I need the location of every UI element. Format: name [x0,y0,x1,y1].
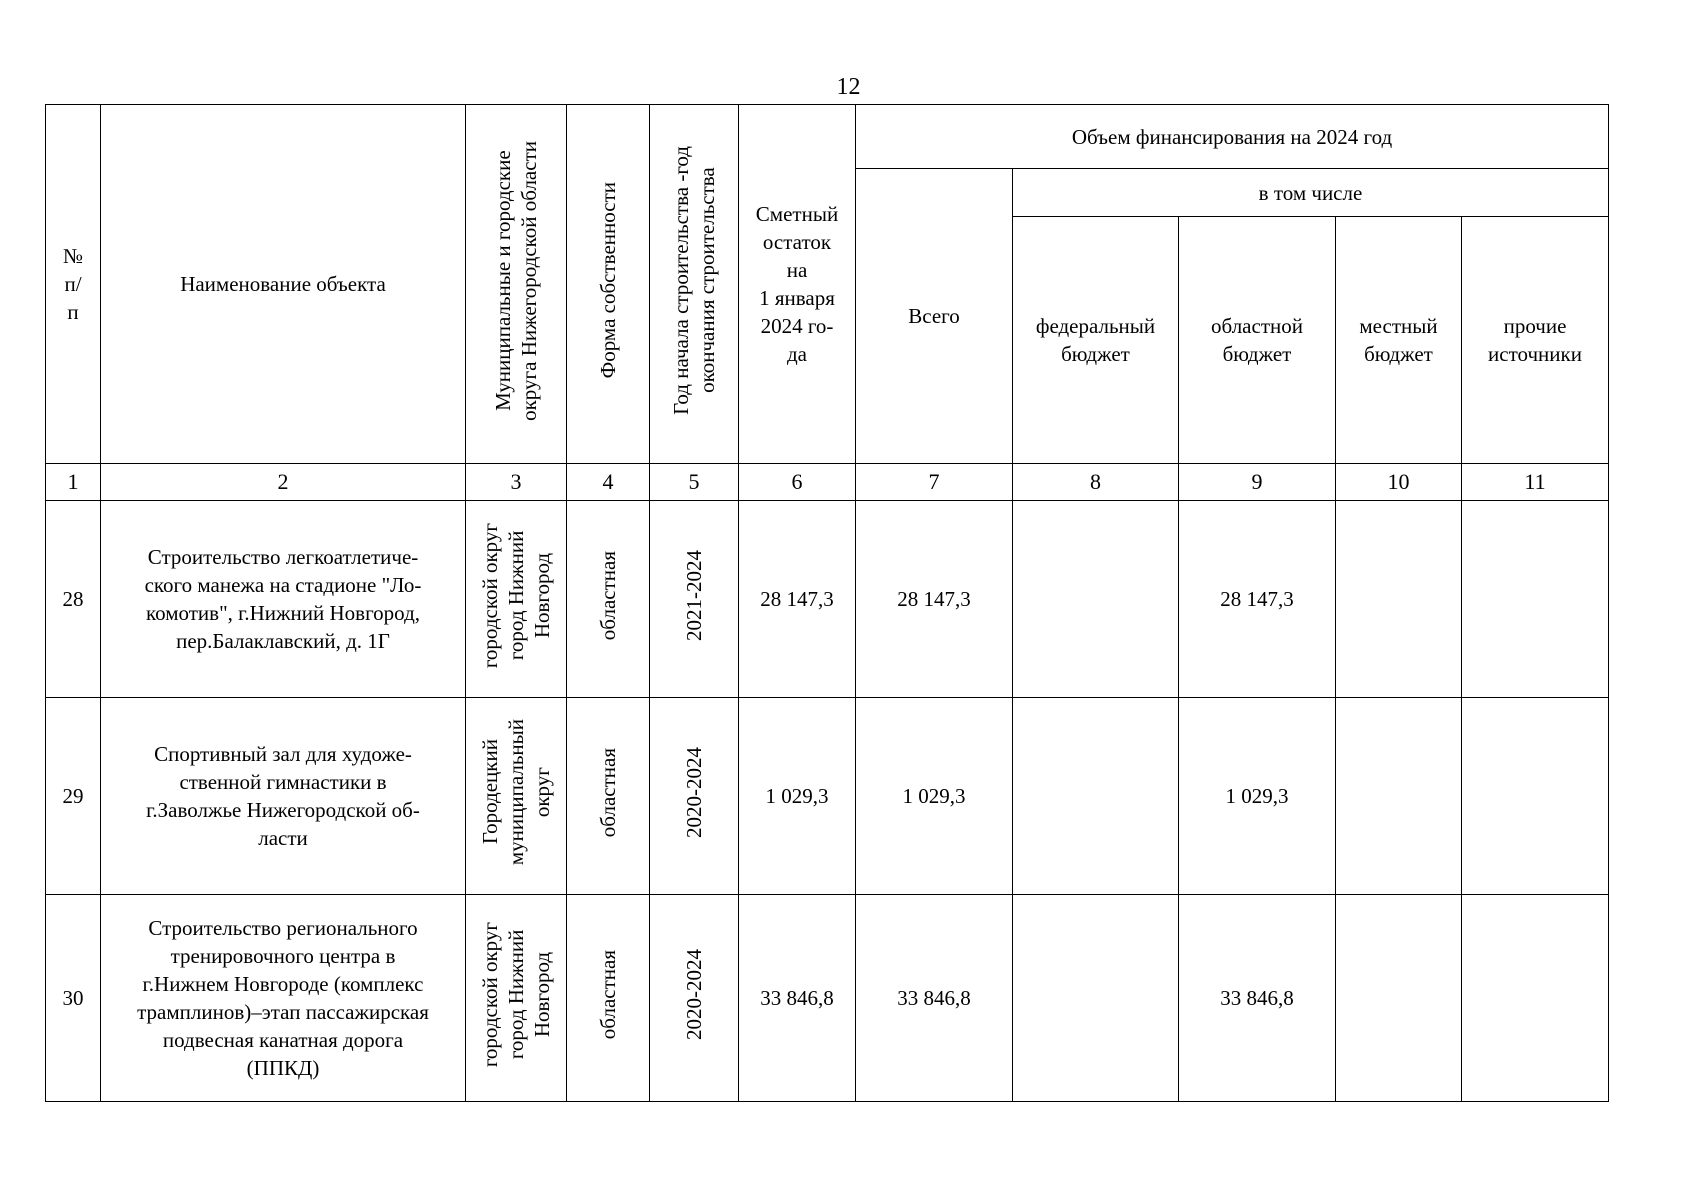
column-number: 9 [1179,464,1336,501]
column-number: 11 [1462,464,1609,501]
column-number: 10 [1336,464,1462,501]
header-num: № п/ п [46,105,101,464]
column-number: 2 [101,464,466,501]
row-federal [1013,895,1179,1102]
row-municipality: городской округ город Нижний Новгород [466,501,567,698]
row-regional: 28 147,3 [1179,501,1336,698]
column-number: 1 [46,464,101,501]
row-regional: 1 029,3 [1179,698,1336,895]
row-municipality: городской округ город Нижний Новгород [466,895,567,1102]
row-years: 2021-2024 [650,501,739,698]
row-remainder: 33 846,8 [739,895,856,1102]
row-federal [1013,501,1179,698]
header-remainder: Сметный остаток на 1 января 2024 го- да [739,105,856,464]
header-including-group: в том числе [1013,169,1609,217]
row-name: Строительство регионального тренировочного центра в г.Нижнем Новгороде (комплекс трамплинов)–этап пассажирская подвесная канатная дорога (ППКД) [101,895,466,1102]
header-ownership: Форма собственности [567,105,650,464]
row-local [1336,501,1462,698]
row-total: 28 147,3 [856,501,1013,698]
row-regional: 33 846,8 [1179,895,1336,1102]
header-name: Наименование объекта [101,105,466,464]
header-row-1 [46,105,1609,169]
table-row [46,501,1609,698]
row-total: 1 029,3 [856,698,1013,895]
header-federal: федеральный бюджет [1013,217,1179,464]
row-other [1462,895,1609,1102]
row-remainder: 28 147,3 [739,501,856,698]
header-regional: областной бюджет [1179,217,1336,464]
row-ownership: областная [567,501,650,698]
row-years: 2020-2024 [650,895,739,1102]
row-num: 29 [46,698,101,895]
header-municipality: Муниципальные и городские округа Нижегородской области [466,105,567,464]
table-row [46,895,1609,1102]
row-years: 2020-2024 [650,698,739,895]
row-remainder: 1 029,3 [739,698,856,895]
row-municipality: Городецкий муниципальный округ [466,698,567,895]
row-other [1462,501,1609,698]
column-numbers-row [46,464,1609,501]
financing-table [45,104,1609,1102]
header-funding-group: Объем финансирования на 2024 год [856,105,1609,169]
row-num: 30 [46,895,101,1102]
header-other: прочие источники [1462,217,1609,464]
row-num: 28 [46,501,101,698]
page-number: 12 [836,74,861,100]
row-name: Строительство легкоатлетиче- ского манежа на стадионе "Ло- комотив", г.Нижний Новгород, пер.Балаклавский, д. 1Г [101,501,466,698]
row-local [1336,698,1462,895]
row-ownership: областная [567,698,650,895]
row-name: Спортивный зал для художе- ственной гимнастики в г.Заволжье Нижегородской об- ласти [101,698,466,895]
row-other [1462,698,1609,895]
column-number: 8 [1013,464,1179,501]
row-total: 33 846,8 [856,895,1013,1102]
row-local [1336,895,1462,1102]
column-number: 3 [466,464,567,501]
table-row [46,698,1609,895]
column-number: 6 [739,464,856,501]
column-number: 7 [856,464,1013,501]
header-total: Всего [856,169,1013,464]
row-ownership: областная [567,895,650,1102]
column-number: 4 [567,464,650,501]
column-number: 5 [650,464,739,501]
header-local: местный бюджет [1336,217,1462,464]
row-federal [1013,698,1179,895]
header-years: Год начала строительства -год окончания строительства [650,105,739,464]
